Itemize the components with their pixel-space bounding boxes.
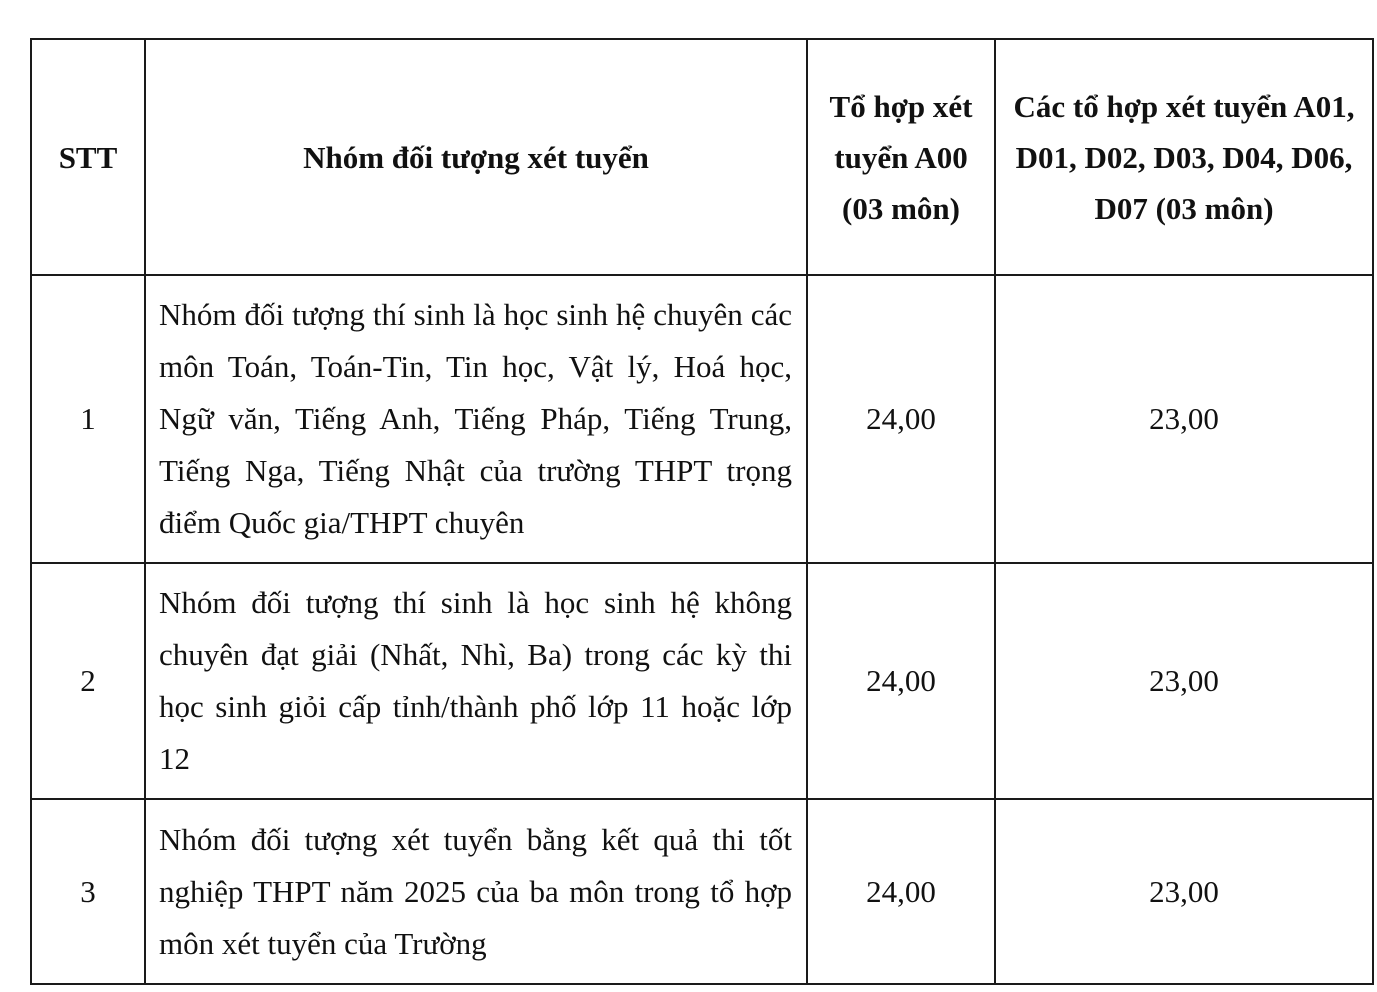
table-header-row [31,39,1373,275]
header-a00: Tổ hợp xét tuyển A00 (03 môn) [807,39,995,275]
header-group: Nhóm đối tượng xét tuyển [145,39,807,275]
row-score-a00: 24,00 [807,563,995,799]
row-group: Nhóm đối tượng xét tuyển bằng kết quả thi tốt nghiệp THPT năm 2025 của ba môn trong tổ hợp môn xét tuyển của Trường [145,799,807,984]
table-row [31,563,1373,799]
row-score-other: 23,00 [995,275,1373,563]
header-stt: STT [31,39,145,275]
row-stt: 1 [31,275,145,563]
row-score-a00: 24,00 [807,275,995,563]
table-row [31,275,1373,563]
table-row [31,799,1373,984]
row-stt: 3 [31,799,145,984]
row-group: Nhóm đối tượng thí sinh là học sinh hệ chuyên các môn Toán, Toán-Tin, Tin học, Vật lý, Hoá học, Ngữ văn, Tiếng Anh, Tiếng Pháp, Tiếng Trung, Tiếng Nga, Tiếng Nhật của trường THPT trọng điểm Quốc gia/THPT chuyên [145,275,807,563]
admission-score-table [30,38,1374,985]
row-score-other: 23,00 [995,563,1373,799]
row-score-a00: 24,00 [807,799,995,984]
row-group: Nhóm đối tượng thí sinh là học sinh hệ không chuyên đạt giải (Nhất, Nhì, Ba) trong các kỳ thi học sinh giỏi cấp tỉnh/thành phố lớp 11 hoặc lớp 12 [145,563,807,799]
row-stt: 2 [31,563,145,799]
row-score-other: 23,00 [995,799,1373,984]
header-other-combinations: Các tổ hợp xét tuyển A01, D01, D02, D03, D04, D06, D07 (03 môn) [995,39,1373,275]
